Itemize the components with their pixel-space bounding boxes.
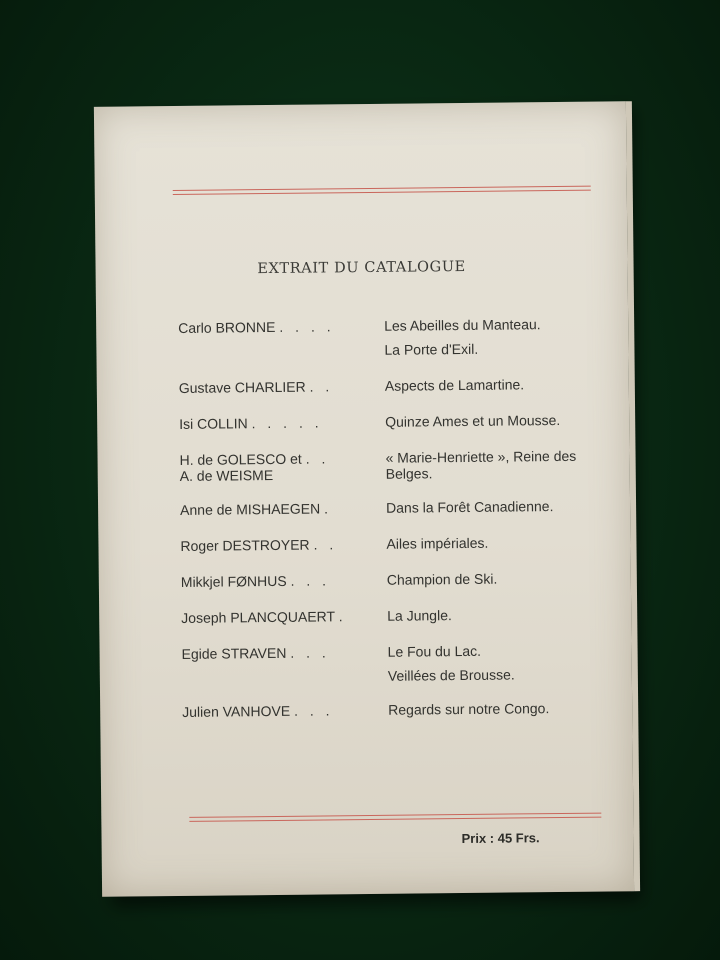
- author-name: Isi COLLIN . . . . .: [179, 414, 323, 432]
- book-titles: Aspects de Lamartine.: [384, 376, 525, 394]
- author-name: Carlo BRONNE . . . .: [178, 318, 335, 336]
- catalogue-entry: [178, 315, 608, 358]
- book-titles: Le Fou du Lac. Veillées de Brousse.: [387, 642, 515, 684]
- catalogue-entry: [179, 411, 609, 432]
- author-name: Gustave CHARLIER . .: [178, 378, 334, 396]
- author-name: H. de GOLESCO et . . A. de WEISME: [179, 450, 330, 484]
- catalogue-entry: [180, 569, 611, 590]
- book-titles: Champion de Ski.: [386, 570, 498, 588]
- catalogue-entry: [181, 605, 611, 626]
- catalogue-title: EXTRAIT DU CATALOGUE: [257, 258, 466, 278]
- catalogue-entry: [179, 447, 609, 484]
- book-titles: Les Abeilles du Manteau. La Porte d'Exil.: [384, 316, 541, 358]
- author-name: Anne de MISHAEGEN .: [180, 500, 333, 518]
- author-name: Egide STRAVEN . . .: [181, 644, 330, 662]
- author-name: Roger DESTROYER . .: [180, 536, 338, 554]
- book-titles: Regards sur notre Congo.: [388, 700, 550, 718]
- catalogue-entry: [181, 641, 612, 684]
- book-titles: Quinze Ames et un Mousse.: [385, 411, 561, 430]
- bottom-red-rule: [189, 813, 601, 822]
- catalogue-entry: [178, 375, 609, 396]
- author-name: Julien VANHOVE . . .: [182, 702, 334, 720]
- author-name: Joseph PLANCQUAERT .: [181, 608, 347, 626]
- book-titles: Ailes impériales.: [386, 534, 489, 552]
- book-titles: La Jungle.: [387, 607, 452, 624]
- top-red-rule: [173, 186, 591, 195]
- catalogue-entry: [180, 497, 610, 518]
- book-titles: Dans la Forêt Canadienne.: [386, 498, 554, 516]
- catalogue-entry: [182, 699, 612, 720]
- author-name: Mikkjel FØNHUS . . .: [180, 572, 331, 590]
- price-label: Prix : 45 Frs.: [461, 830, 540, 847]
- book-back-cover: [94, 101, 640, 897]
- catalogue-entry: [180, 533, 610, 554]
- book-titles: « Marie-Henriette », Reine des Belges.: [385, 447, 577, 482]
